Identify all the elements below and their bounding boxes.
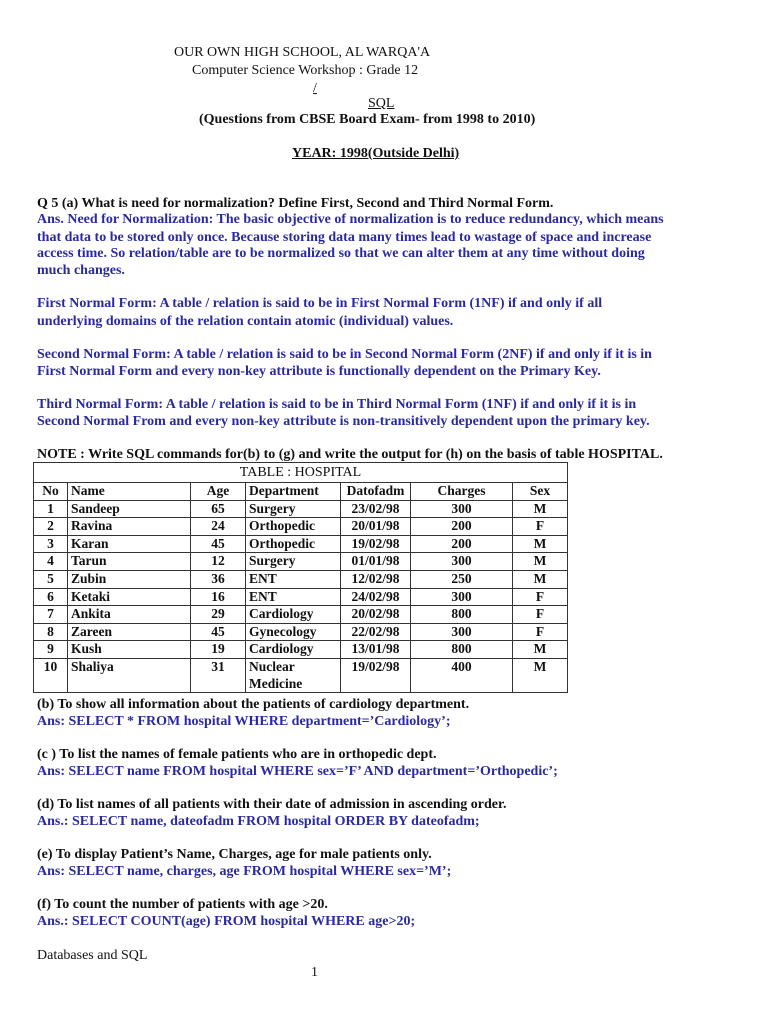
column-header: Datofadm: [341, 483, 411, 501]
topic-title: SQL: [368, 96, 395, 111]
table-cell: 300: [411, 623, 513, 641]
table-cell: Orthopedic: [246, 535, 341, 553]
table-row: [34, 658, 568, 692]
table-cell: 9: [34, 641, 68, 659]
answer-line: Ans. Need for Normalization: The basic objective of normalization is to reduce redundancy, which means: [37, 212, 664, 227]
table-cell: F: [513, 588, 568, 606]
table-cell: 29: [191, 606, 246, 624]
table-cell: 5: [34, 570, 68, 588]
column-header: Age: [191, 483, 246, 501]
year-heading: YEAR: 1998(Outside Delhi): [292, 146, 460, 161]
table-row: [34, 518, 568, 536]
table-cell: M: [513, 570, 568, 588]
answer-text: Ans.: SELECT name, dateofadm FROM hospital ORDER BY dateofadm;: [37, 814, 480, 829]
table-cell: 300: [411, 500, 513, 518]
subtitle: Computer Science Workshop : Grade 12: [192, 63, 419, 78]
answer-text: Ans.: SELECT COUNT(age) FROM hospital WHERE age>20;: [37, 914, 416, 929]
table-cell: 200: [411, 518, 513, 536]
page-number: 1: [311, 965, 318, 980]
table-cell: M: [513, 500, 568, 518]
third-nf-line: Third Normal Form: A table / relation is said to be in Third Normal Form (1NF) if and only if it is in: [37, 397, 637, 412]
table-cell: Ravina: [68, 518, 191, 536]
table-cell: Nuclear Medicine: [246, 658, 341, 692]
column-header: Name: [68, 483, 191, 501]
table-cell: ENT: [246, 588, 341, 606]
table-row: [34, 535, 568, 553]
table-cell: Zareen: [68, 623, 191, 641]
table-cell: F: [513, 623, 568, 641]
table-cell: Sandeep: [68, 500, 191, 518]
table-cell: 65: [191, 500, 246, 518]
table-cell: 200: [411, 535, 513, 553]
table-cell: Kush: [68, 641, 191, 659]
table-cell: 2: [34, 518, 68, 536]
table-cell: 3: [34, 535, 68, 553]
question-text: (f) To count the number of patients with age >20.: [37, 897, 328, 912]
table-cell: Karan: [68, 535, 191, 553]
table-cell: Gynecology: [246, 623, 341, 641]
note: NOTE : Write SQL commands for(b) to (g) and write the output for (h) on the basis of table HOSPITAL.: [37, 447, 663, 462]
second-nf-line: First Normal Form and every non-key attribute is functionally dependent on the Primary Key.: [37, 364, 601, 379]
hospital-table: [33, 462, 568, 693]
slash-mark: /: [313, 81, 317, 96]
answer-line: that data to be stored only once. Because storing data many times lead to wastage of space and increase: [37, 230, 652, 245]
answer-text: Ans: SELECT name FROM hospital WHERE sex=’F’ AND department=’Orthopedic’;: [37, 764, 558, 779]
table-cell: 1: [34, 500, 68, 518]
column-header: Charges: [411, 483, 513, 501]
column-header: No: [34, 483, 68, 501]
table-row: [34, 641, 568, 659]
table-title: TABLE : HOSPITAL: [34, 463, 568, 483]
table-cell: Ankita: [68, 606, 191, 624]
table-cell: ENT: [246, 570, 341, 588]
question-text: (d) To list names of all patients with their date of admission in ascending order.: [37, 797, 507, 812]
q5-question: Q 5 (a) What is need for normalization? Define First, Second and Third Normal Form.: [37, 196, 554, 211]
table-cell: 12: [191, 553, 246, 571]
question-text: (c ) To list the names of female patients who are in orthopedic dept.: [37, 747, 437, 762]
table-cell: 19/02/98: [341, 535, 411, 553]
table-cell: Surgery: [246, 553, 341, 571]
table-cell: Shaliya: [68, 658, 191, 692]
table-cell: 8: [34, 623, 68, 641]
footer-text: Databases and SQL: [37, 948, 148, 963]
table-cell: 20/02/98: [341, 606, 411, 624]
table-row: [34, 570, 568, 588]
column-header: Sex: [513, 483, 568, 501]
table-cell: 800: [411, 641, 513, 659]
table-cell: 20/01/98: [341, 518, 411, 536]
table-cell: 45: [191, 535, 246, 553]
table-cell: 01/01/98: [341, 553, 411, 571]
school-name: OUR OWN HIGH SCHOOL, AL WARQA'A: [174, 45, 431, 60]
table-cell: 19/02/98: [341, 658, 411, 692]
table-cell: 45: [191, 623, 246, 641]
answer-line: access time. So relation/table are to be normalized so that we can alter them at any time without doing: [37, 246, 645, 261]
table-cell: F: [513, 606, 568, 624]
question-text: (e) To display Patient’s Name, Charges, age for male patients only.: [37, 847, 432, 862]
table-cell: Orthopedic: [246, 518, 341, 536]
first-nf-line: First Normal Form: A table / relation is said to be in First Normal Form (1NF) if and only if all: [37, 296, 603, 311]
table-cell: 13/01/98: [341, 641, 411, 659]
table-cell: 12/02/98: [341, 570, 411, 588]
table-cell: 4: [34, 553, 68, 571]
answer-text: Ans: SELECT * FROM hospital WHERE department=’Cardiology’;: [37, 714, 451, 729]
table-cell: 24: [191, 518, 246, 536]
table-cell: Zubin: [68, 570, 191, 588]
table-cell: M: [513, 641, 568, 659]
table-cell: Cardiology: [246, 606, 341, 624]
table-cell: 36: [191, 570, 246, 588]
table-cell: Tarun: [68, 553, 191, 571]
table-cell: Ketaki: [68, 588, 191, 606]
table-cell: 24/02/98: [341, 588, 411, 606]
table-header-row: [34, 483, 568, 501]
table-cell: 6: [34, 588, 68, 606]
table-row: [34, 623, 568, 641]
table-cell: 800: [411, 606, 513, 624]
table-cell: M: [513, 535, 568, 553]
table-cell: M: [513, 658, 568, 692]
table-cell: 16: [191, 588, 246, 606]
table-cell: M: [513, 553, 568, 571]
table-cell: Cardiology: [246, 641, 341, 659]
table-row: [34, 553, 568, 571]
table-cell: F: [513, 518, 568, 536]
first-nf-line: underlying domains of the relation contain atomic (individual) values.: [37, 314, 454, 329]
answer-line: much changes.: [37, 263, 125, 278]
table-cell: 10: [34, 658, 68, 692]
table-row: [34, 588, 568, 606]
table-cell: 300: [411, 553, 513, 571]
table-cell: 300: [411, 588, 513, 606]
table-cell: 400: [411, 658, 513, 692]
table-cell: 23/02/98: [341, 500, 411, 518]
table-row: [34, 606, 568, 624]
source-line: (Questions from CBSE Board Exam- from 1998 to 2010): [199, 112, 536, 127]
third-nf-line: Second Normal From and every non-key attribute is non-transitively dependent upon the primary key.: [37, 414, 650, 429]
table-cell: 31: [191, 658, 246, 692]
column-header: Department: [246, 483, 341, 501]
table-cell: 7: [34, 606, 68, 624]
answer-text: Ans: SELECT name, charges, age FROM hospital WHERE sex=’M’;: [37, 864, 452, 879]
table-cell: 250: [411, 570, 513, 588]
table-cell: Surgery: [246, 500, 341, 518]
question-text: (b) To show all information about the patients of cardiology department.: [37, 697, 470, 712]
second-nf-line: Second Normal Form: A table / relation is said to be in Second Normal Form (2NF) if and only if it is in: [37, 347, 652, 362]
table-cell: 19: [191, 641, 246, 659]
table-row: [34, 500, 568, 518]
table-cell: 22/02/98: [341, 623, 411, 641]
